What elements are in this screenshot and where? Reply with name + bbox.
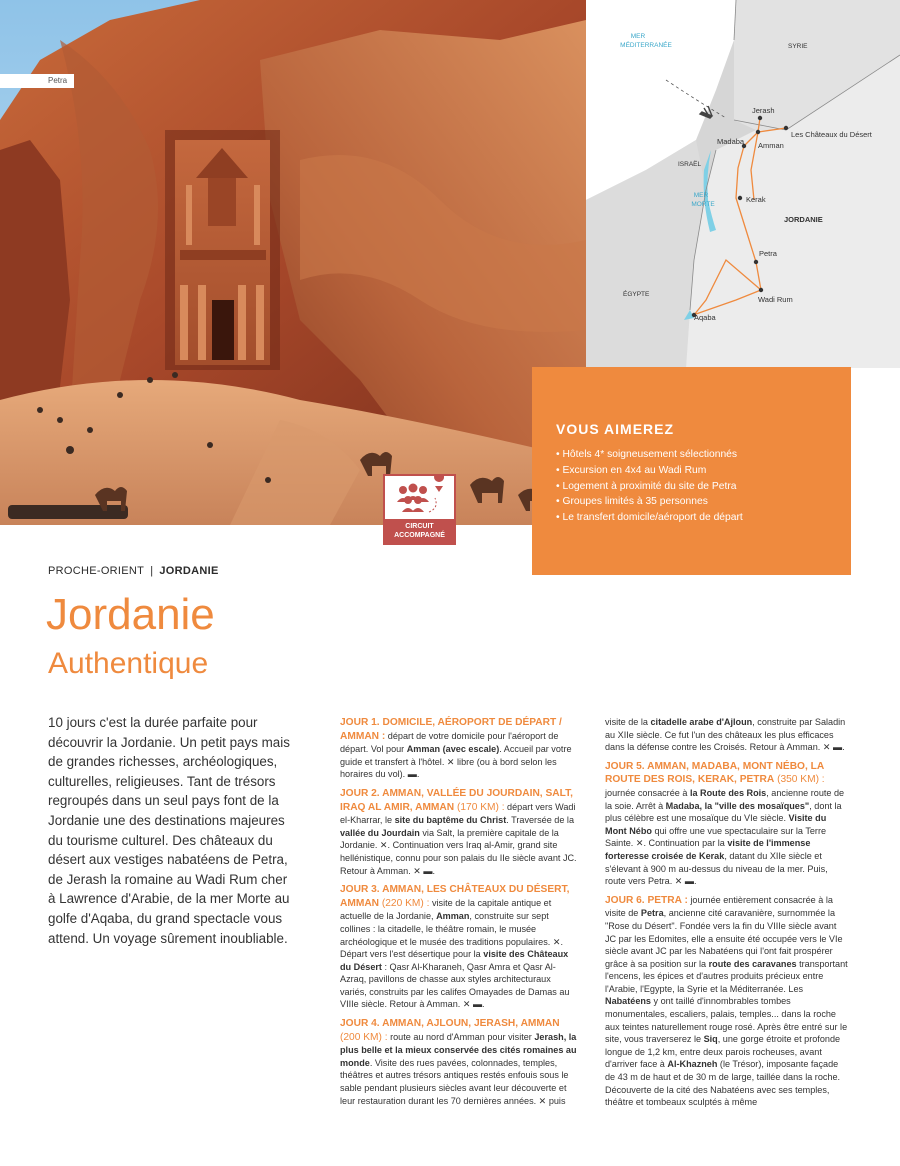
itinerary-column-1 (340, 716, 578, 1113)
group-tour-icon (385, 476, 454, 520)
day-1 (340, 716, 578, 781)
day-bold: Nabatéens (605, 996, 651, 1007)
itinerary-column-2 (605, 716, 850, 1115)
city-kerak: Kerak (746, 195, 766, 204)
day-text: . Traversée de la (506, 815, 574, 826)
day-text: , une gorge étroite et profonde longue de 1,2 km, entre deux parois rocheuses, avant d'arriver face à (605, 1034, 841, 1070)
day-bold: visite de l'immense forteresse croisée de Kerak (605, 838, 811, 861)
day-3 (340, 883, 578, 1011)
day-5-distance: (350 KM) : (774, 774, 825, 786)
label-syria: SYRIE (788, 43, 808, 50)
day-2-heading: JOUR 2. AMMAN, VALLÉE DU JOURDAIN, SALT, IRAQ AL AMIR, AMMAN (340, 787, 574, 813)
city-aqaba: Aqaba (694, 313, 716, 322)
label-israel: ISRAËL (678, 161, 702, 168)
day-text: y ont taillé d'innombrables tombes monumentales, escaliers, palais, temples... dans la roche aux teintes naturellement rouge rosé. Après être entré sur le site, vous traverserez le (605, 996, 848, 1045)
day-text: via Salt, la première capitale de la Jordanie. ✕. Continuation vers Iraq al-Amir, grand site hellénistique, connu pour son palais du IIe siècle avant JC. Retour à Amman. ✕ ▬. (340, 827, 577, 876)
day-text: , datant du XIIe siècle et s'élevant à 900 m au-dessus du niveau de la mer. Puis, route vers Petra. ✕ ▬. (605, 850, 828, 887)
page-title: Jordanie (46, 590, 215, 639)
intro-paragraph: 10 jours c'est la durée parfaite pour découvrir la Jordanie. Un petit pays mais de grandes richesses, archéologiques, culturelles, religieuses. Tant de trésors regroupés dans un seul pays font de la Jordanie une des destinations majeures du tourisme culturel. Des châteaux du désert aux vestiges nabatéens de Petra, de Jerash la romaine au Wadi Rum cher à Lawrence d'Arabie, de la mer Morte au golfe d'Aqaba, du grand spectacle vous attend. Un voyage sûrement inoubliable. (48, 715, 290, 946)
label-dead-sea-2: MORTE (691, 201, 715, 208)
day-text: départ vers Wadi el-Kharrar, le (340, 801, 576, 826)
label-egypt: ÉGYPTE (623, 291, 650, 298)
day-text: : Qasr Al-Kharaneh, Qasr Amra et Qasr Al-Azraq, pavillons de chasse aux styles architecturaux variés, construits par les califes Omayades de Damas au VIIIe siècle. Retour à Amman. ✕ ▬. (340, 961, 570, 1010)
day-bold: Jerash, la plus belle et la mieux conservée des cités romaines au monde (340, 1031, 577, 1068)
day-3-heading: JOUR 3. AMMAN, LES CHÂTEAUX DU DÉSERT, AMMAN (340, 884, 570, 909)
jordan-map (586, 0, 900, 368)
highlight-item: • Excursion en 4x4 au Wadi Rum (556, 463, 743, 479)
day-text: transportant l'encens, les épices et d'autres produits précieux entre l'Arabie, l'Egypte, la Syrie et la Méditerranée. Les (605, 958, 848, 994)
day-text: départ de votre domicile pour l'aéroport de départ. Vol pour (340, 730, 559, 755)
breadcrumb-country: JORDANIE (159, 565, 219, 577)
highlight-item: • Logement à proximité du site de Petra (556, 479, 743, 495)
day-text: journée consacrée à (605, 787, 690, 798)
guided-tour-badge (383, 474, 456, 545)
day-bold: Amman (avec escale) (406, 744, 500, 755)
day-3-distance: (220 KM) : (379, 897, 430, 909)
day-5-heading: JOUR 5. AMMAN, MADABA, MONT NÉBO, LA ROUTE DES ROIS, KERAK, PETRA (605, 760, 824, 786)
day-5 (605, 760, 850, 888)
label-med-2: MÉDITERRANÉE (620, 42, 672, 49)
day-bold: la Route des Rois (689, 787, 767, 798)
day-bold: Al-Khazneh (667, 1059, 718, 1070)
day-text: , construite sur sept collines : la citadelle, le théâtre romain, le musée archéologique et le musée des traditions populaires. ✕. Départ vers l'est désertique pour la (340, 911, 563, 960)
highlights-title: VOUS AIMEREZ (556, 421, 675, 437)
day-2-distance: (170 KM) : (454, 801, 505, 813)
day-text: journée entièrement consacrée à la visite de (605, 894, 833, 919)
petra-photo (0, 0, 586, 525)
day-text: route au nord d'Amman pour visiter (387, 1031, 535, 1042)
day-4-distance: (200 KM) : (340, 1031, 388, 1043)
day-bold: citadelle arabe d'Ajloun (650, 717, 753, 727)
day-bold: vallée du Jourdain (340, 827, 420, 838)
label-med-1: MER (630, 33, 646, 40)
highlight-item: • Groupes limités à 35 personnes (556, 494, 743, 510)
day-4 (340, 1017, 578, 1107)
day-text: , dont la plus célèbre est une mosaïque du VIe siècle. (605, 800, 842, 824)
city-petra: Petra (759, 249, 777, 258)
day-1-heading: JOUR 1. DOMICILE, AÉROPORT DE DÉPART / AMMAN : (340, 717, 562, 742)
city-castles: Les Châteaux du Désert (791, 130, 872, 139)
highlights-list (556, 447, 743, 526)
photo-caption: Petra (0, 74, 74, 88)
day-text: , ancienne cité caravanière, surnommée la "Rose du Désert". Fondée vers la fin du VIIIe siècle avant JC par les Edomites, elle a ensuite été occupée vers le VIe siècle avant JC par les Nabatéens qui l'ont fait prospérer grâce à sa position sur la (605, 908, 843, 969)
city-amman: Amman (758, 141, 784, 150)
day-text: qui offre une vue spectaculaire sur la Terre Sainte. ✕. Continuation par la (605, 825, 827, 849)
breadcrumb-region: PROCHE-ORIENT (48, 565, 145, 577)
day-bold: visite des Châteaux du Désert (340, 949, 569, 972)
day-text: . Accueil par votre guide et transfert à l'hôtel. ✕ libre (ou à bord selon les horaires du vol). ▬. (340, 744, 572, 780)
badge-line-1: CIRCUIT (405, 523, 434, 530)
day-bold: site du baptême du Christ (394, 815, 507, 826)
label-jordan: JORDANIE (784, 215, 823, 224)
day-6 (605, 894, 850, 1109)
breadcrumb (48, 565, 219, 577)
day-bold: Madaba, la "ville des mosaïques" (665, 800, 810, 811)
day-text: (le Trésor), imposante façade de 43 m de haut et de 30 m de large, taillée dans la roche. Découverte de la cité des Nabatéens avec ses temples, théâtre et tombeaux sculptés à même (605, 1059, 841, 1108)
highlights-box (532, 367, 851, 575)
city-wadi-rum: Wadi Rum (758, 295, 793, 304)
day-2 (340, 787, 578, 877)
day-text: . Visite des rues pavées, colonnades, temples, théâtres et autres trésors antiques restés enfouis sous le sable pendant plusieurs siècles avant leur découverte et leur restauration durant les 70 dernières années. ✕ puis (340, 1057, 569, 1106)
day-4-continued (605, 716, 850, 754)
day-bold: Visite du Mont Nébo (605, 813, 827, 836)
badge-label (385, 519, 454, 543)
label-dead-sea-1: MER (693, 192, 709, 199)
city-madaba: Madaba (717, 137, 745, 146)
day-bold: route des caravanes (708, 958, 797, 969)
highlight-item: • Hôtels 4* soigneusement sélectionnés (556, 447, 743, 463)
route-map (586, 0, 900, 368)
day-text: visite de la capitale antique et actuelle de la Jordanie, (340, 897, 552, 922)
breadcrumb-separator: | (150, 565, 154, 577)
city-jerash: Jerash (752, 106, 775, 115)
day-6-heading: JOUR 6. PETRA : (605, 894, 688, 906)
day-bold: Petra (640, 908, 664, 919)
day-text: , construite par Saladin au XIIe siècle. Ce fut l'un des châteaux les plus efficaces dans la défense contre les Croisés. Retour à Amman. ✕ ▬. (605, 717, 846, 753)
petra-treasury-image (0, 0, 586, 525)
highlight-item: • Le transfert domicile/aéroport de départ (556, 510, 743, 526)
day-bold: Siq (703, 1034, 718, 1045)
day-text: , ancienne route de la soie. Arrêt à (605, 787, 845, 811)
day-text: visite de la (605, 717, 651, 727)
badge-line-2: ACCOMPAGNÉ (394, 532, 445, 539)
day-bold: Amman (436, 911, 470, 922)
page-subtitle: Authentique (48, 647, 209, 680)
day-4-heading: JOUR 4. AMMAN, AJLOUN, JERASH, AMMAN (340, 1018, 560, 1030)
